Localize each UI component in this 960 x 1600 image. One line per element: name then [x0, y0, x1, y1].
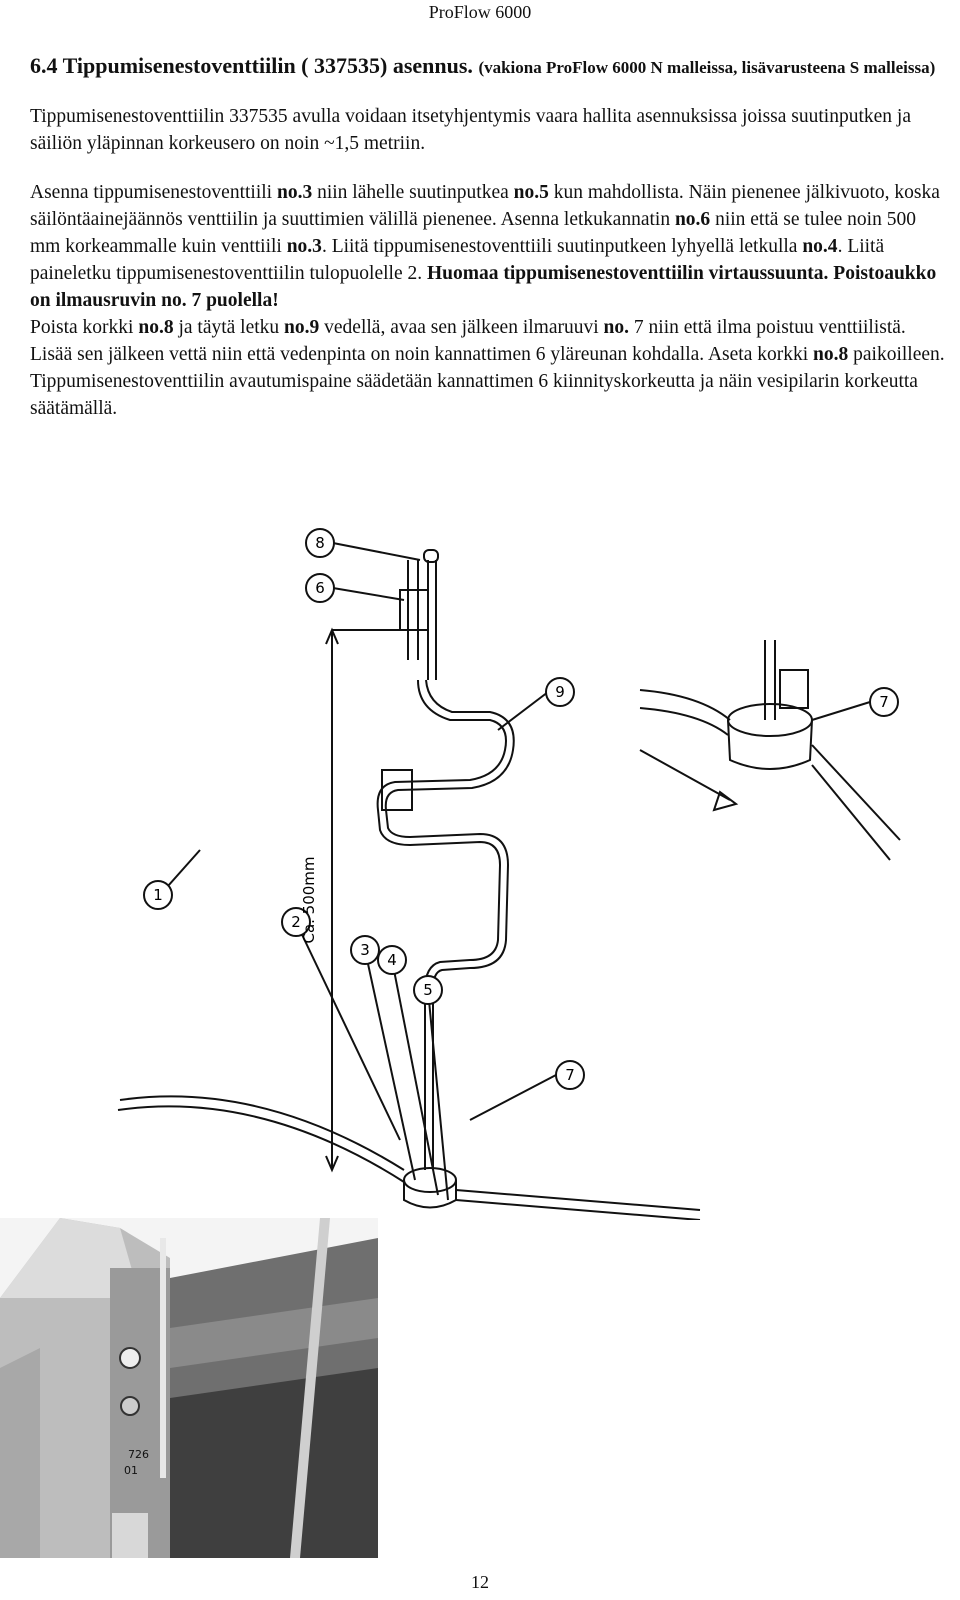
- photo-label-01: 01: [124, 1464, 138, 1477]
- callout-2: 2: [291, 913, 301, 931]
- callout-7-detail: 7: [879, 693, 889, 711]
- section-title: [30, 52, 950, 81]
- callout-5: 5: [423, 981, 433, 999]
- flow-direction-warning: Huomaa tippumisenestoventtiilin virtaussuunta. Poistoaukko on ilmausruvin no. 7 puolella!: [30, 263, 937, 311]
- callout-7: 7: [565, 1066, 575, 1084]
- diagram-svg: [0, 520, 960, 1220]
- section-title-main: 6.4 Tippumisenestoventtiilin ( 337535) asennus.: [30, 53, 473, 78]
- fill-instructions-paragraph: Poista korkki no.8 ja täytä letku no.9 vedellä, avaa sen jälkeen ilmaruuvi no. 7 niin että ilma poistuu venttiilistä. Lisää sen jälkeen vettä niin että vedenpinta on noin kannattimen 6 yläreunan kohdalla. Aseta korkki no.8 paikoilleen. Tippumisenestoventtiilin avautumispaine säädetään kannattimen 6 kiinnityskorkeutta ja näin vesipilarin korkeutta säätämällä.: [30, 317, 945, 419]
- page-number: 12: [471, 1572, 489, 1592]
- callout-9: 9: [555, 683, 565, 701]
- machine-photo-svg: [0, 1218, 378, 1558]
- dimension-label: Ca. 500mm: [300, 856, 318, 944]
- callout-3: 3: [360, 941, 370, 959]
- machine-photo: [0, 1218, 378, 1590]
- page-header: ProFlow 6000: [428, 2, 532, 22]
- callout-6: 6: [315, 579, 325, 597]
- instructions-paragraph: Asenna tippumisenestoventtiili no.3 niin lähelle suutinputkea no.5 kun mahdollista. Näin pienenee jälkivuoto, koska säilöntäainejäännös venttiilin ja suuttimien välillä pienenee. Asenna letkukannatin no.6 niin että se tulee noin 500 mm korkeammalle kuin venttiili no.3. Liitä tippumisenestoventtiili suutinputkeen lyhyellä letkulla no.4. Liitä paineletku tippumisenestoventtiilin tulopuolelle 2. Huomaa tippumisenestoventtiilin virtaussuunta. Poistoaukko on ilmausruvin no. 7 puolella!: [30, 182, 940, 311]
- intro-paragraph: Tippumisenestoventtiilin 337535 avulla voidaan itsetyhjentymis vaara hallita asennuksissa joissa suutinputken ja säiliön yläpinnan korkeusero on noin ~1,5 metriin.: [30, 106, 911, 154]
- callout-4: 4: [387, 951, 397, 969]
- section-title-note: (vakiona ProFlow 6000 N malleissa, lisävarusteena S malleissa): [478, 58, 936, 77]
- document-body: [30, 52, 950, 422]
- callout-1: 1: [153, 886, 163, 904]
- photo-label-726: 726: [128, 1448, 149, 1461]
- callout-8: 8: [315, 534, 325, 552]
